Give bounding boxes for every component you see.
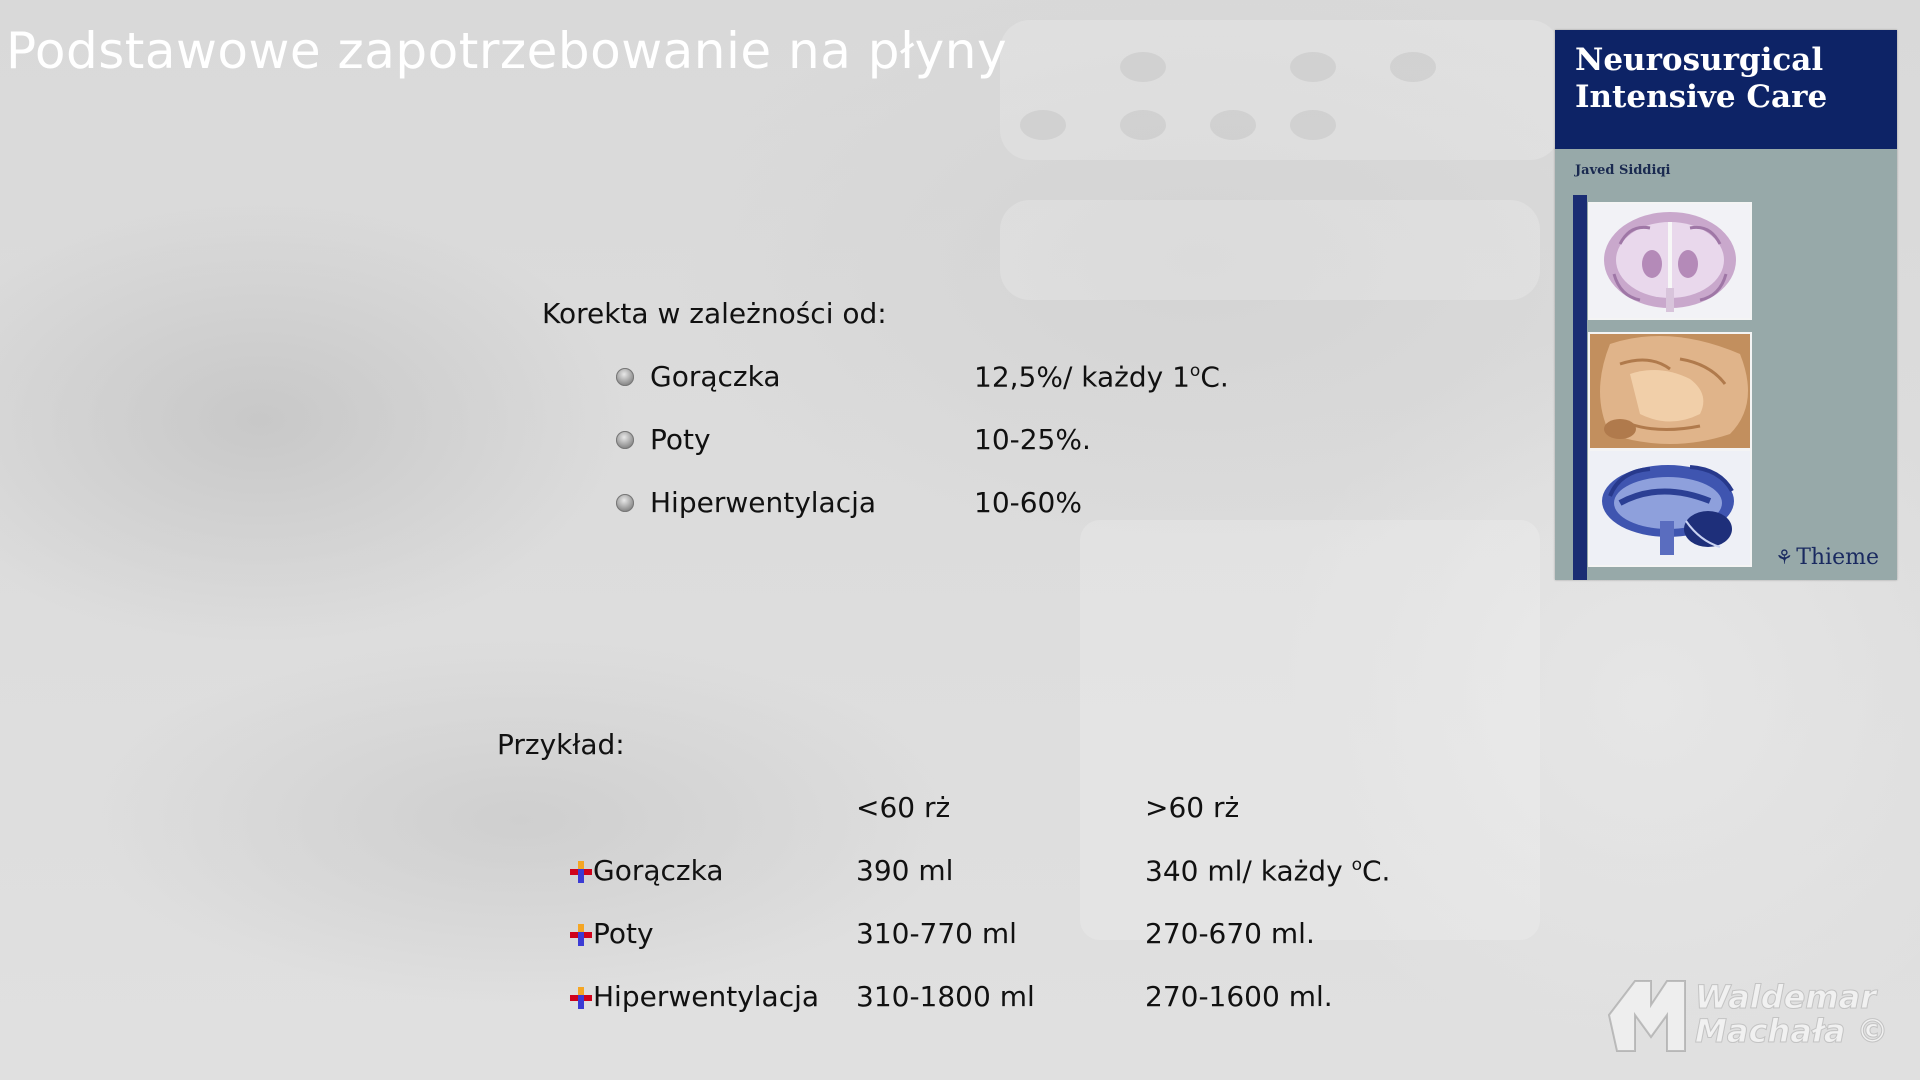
column-header-under-60: <60 rż (856, 791, 951, 824)
background-panel (1000, 200, 1540, 300)
colored-cross-bullet-icon (570, 923, 592, 947)
example-row-label: Gorączka (593, 854, 724, 887)
background-knob (1120, 52, 1166, 82)
watermark-line: Machała © (1695, 1012, 1889, 1050)
brain-sagittal-section-image (1588, 449, 1752, 567)
book-cover-band (1573, 195, 1587, 580)
correction-item-label: Poty (650, 423, 711, 456)
example-row-under-60: 310-1800 ml (856, 980, 1035, 1013)
example-row-under-60: 310-770 ml (856, 917, 1017, 950)
correction-item-value-text: 12,5%/ każdy 1 (974, 360, 1190, 394)
correction-item-value: 10-25%. (974, 423, 1091, 456)
book-title-line: Intensive Care (1575, 79, 1828, 115)
book-cover-header (1555, 30, 1897, 149)
brain-coronal-section-image (1588, 202, 1752, 320)
book-title (1575, 42, 1827, 116)
book-publisher (1775, 545, 1879, 570)
example-heading: Przykład: (497, 728, 625, 761)
background-knob (1120, 110, 1166, 140)
degree-symbol: o (1189, 361, 1201, 381)
correction-item-label: Gorączka (650, 360, 781, 393)
example-row-over-60: 270-670 ml. (1145, 917, 1315, 950)
background-knob (1390, 52, 1436, 82)
watermark-logo-icon (1605, 975, 1695, 1057)
degree-symbol: o (1351, 855, 1362, 875)
background-knob (1210, 110, 1256, 140)
correction-item-value (974, 360, 1229, 394)
example-row-label: Poty (593, 917, 654, 950)
slide-title: Podstawowe zapotrzebowanie na płyny (6, 22, 1008, 80)
correction-item-value-suffix: C. (1200, 360, 1229, 394)
watermark (1695, 980, 1889, 1048)
book-title-line: Neurosurgical (1575, 42, 1824, 78)
book-cover-image (1555, 30, 1897, 580)
example-row-over-60: 270-1600 ml. (1145, 980, 1333, 1013)
example-row-over-60-text: 340 ml/ każdy (1145, 854, 1352, 888)
gray-sphere-bullet-icon (616, 368, 634, 386)
background-knob (1290, 110, 1336, 140)
example-row-label: Hiperwentylacja (593, 980, 820, 1013)
background-knob (1020, 110, 1066, 140)
correction-heading: Korekta w zależności od: (542, 297, 887, 330)
correction-item-label: Hiperwentylacja (650, 486, 877, 519)
example-row-under-60: 390 ml (856, 854, 954, 887)
book-author: Javed Siddiqi (1575, 163, 1671, 178)
watermark-line: Waldemar (1695, 978, 1877, 1016)
gray-sphere-bullet-icon (616, 494, 634, 512)
background-knob (1290, 52, 1336, 82)
gray-sphere-bullet-icon (616, 431, 634, 449)
brain-dissection-image (1588, 332, 1752, 450)
correction-item-value: 10-60% (974, 486, 1082, 519)
publisher-name: Thieme (1796, 545, 1879, 570)
example-row-over-60 (1145, 854, 1391, 888)
colored-cross-bullet-icon (570, 860, 592, 884)
thieme-logo-icon: ⚘ (1775, 545, 1794, 569)
colored-cross-bullet-icon (570, 986, 592, 1010)
example-row-over-60-suffix: C. (1361, 854, 1391, 888)
column-header-over-60: >60 rż (1145, 791, 1240, 824)
background-panel (1000, 20, 1560, 160)
